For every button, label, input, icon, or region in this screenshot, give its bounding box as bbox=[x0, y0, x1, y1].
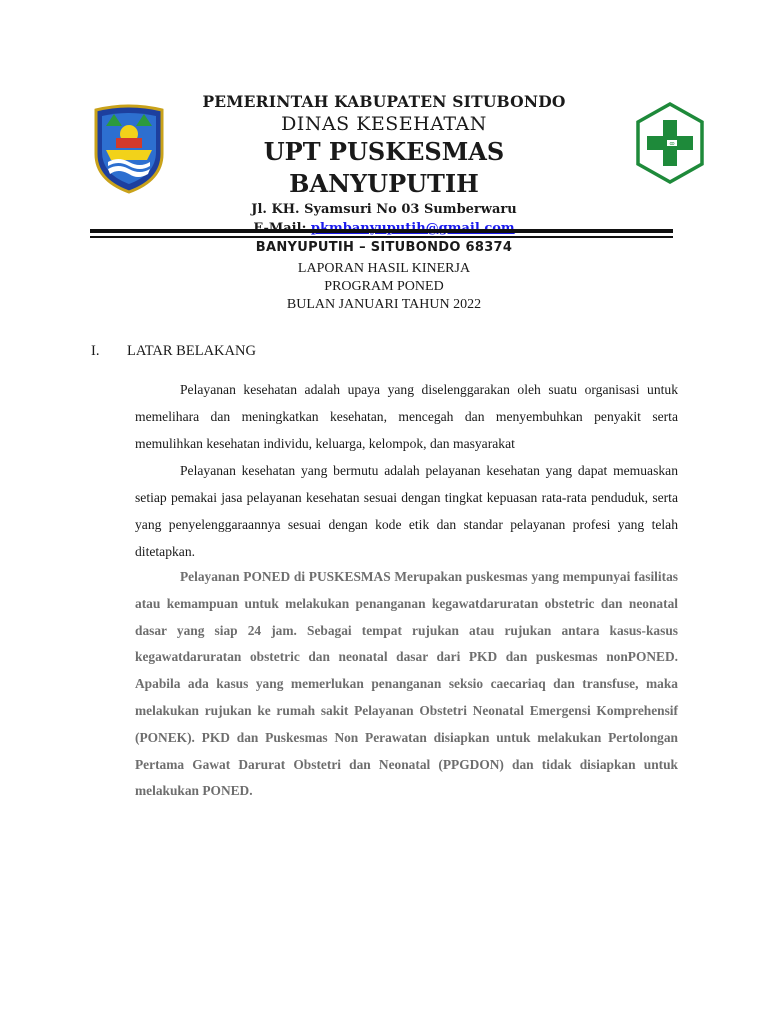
paragraph-2: Pelayanan kesehatan yang bermutu adalah pelayanan kesehatan yang dapat memuaskan setiap pemakai jasa pelayanan kesehatan sesuai dengan tingkat kepuasan rata-rata penduduk, serta yang penyelenggaraannya sesuai dengan kode etik dan standar pelayanan profesi yang telah ditetapkan. bbox=[135, 463, 678, 559]
paragraph-3: Pelayanan PONED di PUSKESMAS Merupakan puskesmas yang mempunyai fasilitas atau kemampuan untuk melakukan penanganan kegawatdaruratan obstetric dan neonatal dasar yang siap 24 jam. Sebagai tempat rujukan atau rujukan antara kasus-kasus kegawatdaruratan obstetric dan neonatal dasar dari PKD dan puskesmas nonPONED. Apabila ada kasus yang memerlukan penanganan seksio caecariaq dan transfuse, maka melakukan rujukan ke rumah sakit Pelayanan Obstetri Neonatal Emergensi Komprehensif (PONEK). PKD dan Puskesmas Non Perawatan disiapkan untuk melakukan Pertolongan Pertama Gawat Darurat Obstetri dan Neonatal (PPGDON) dan tidak disiapkan untuk melakukan PONED. bbox=[135, 569, 678, 799]
section-title: LATAR BELAKANG bbox=[127, 343, 256, 359]
paragraph-1: Pelayanan kesehatan adalah upaya yang diselenggarakan oleh suatu organisasi untuk memelihara dan meningkatkan kesehatan, mencegah dan menyembuhkan penyakit serta memulihkan kesehatan individu, keluarga, kelompok, dan masyarakat bbox=[135, 382, 678, 451]
letterhead-divider-thin bbox=[90, 236, 673, 238]
report-title-line2: PROGRAM PONED bbox=[324, 279, 444, 294]
institution-name: UPT PUSKESMAS BANYUPUTIH bbox=[263, 137, 505, 198]
svg-text:ꝏ: ꝏ bbox=[669, 141, 675, 147]
report-title-line3: BULAN JANUARI TAHUN 2022 bbox=[286, 297, 482, 312]
address-line: Jl. KH. Syamsuri No 03 Sumberwaru bbox=[251, 202, 517, 217]
city-postal-line: BANYUPUTIH – SITUBONDO 68374 bbox=[255, 240, 513, 255]
department-name: DINAS KESEHATAN bbox=[281, 113, 487, 135]
letterhead bbox=[0, 0, 768, 255]
situbondo-emblem-logo bbox=[92, 104, 166, 194]
letterhead-divider-thick bbox=[90, 229, 673, 233]
section-number: I. bbox=[91, 343, 100, 359]
report-title-line1: LAPORAN HASIL KINERJA bbox=[297, 261, 471, 276]
government-name: PEMERINTAH KABUPATEN SITUBONDO bbox=[202, 92, 566, 111]
report-title bbox=[0, 260, 768, 314]
puskesmas-cross-logo bbox=[636, 102, 704, 184]
